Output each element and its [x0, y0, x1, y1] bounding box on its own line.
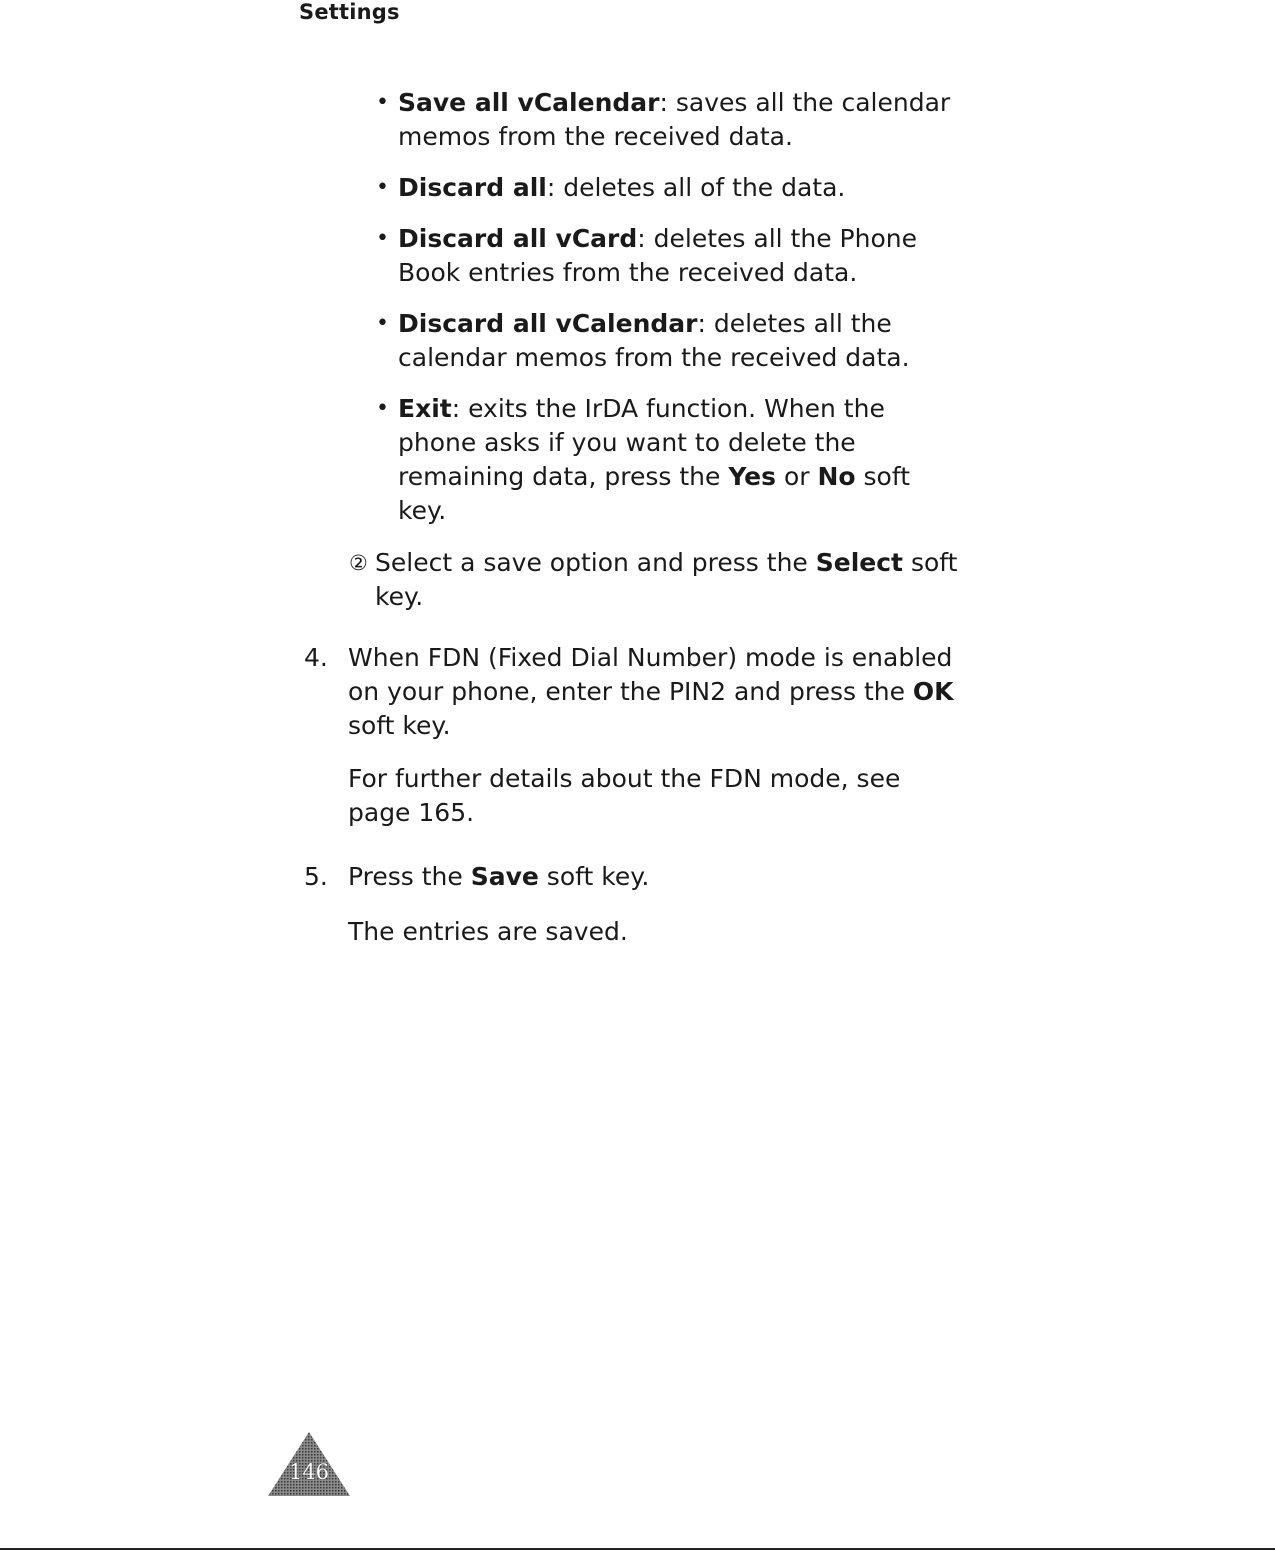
- step-item: 5. Press the Save soft key.: [348, 860, 988, 894]
- bullet-term: Exit: [398, 394, 452, 423]
- select-label: Select: [815, 548, 904, 577]
- substep-item: ② Select a save option and press the Select soft key.: [349, 548, 958, 611]
- step-note: For further details about the FDN mode, see page 165.: [348, 764, 901, 827]
- page-number: 146: [288, 1460, 330, 1484]
- bullet-icon: •: [376, 396, 389, 421]
- yes-label: Yes: [728, 462, 776, 491]
- page-badge: [266, 1430, 352, 1498]
- bullet-item: • Discard all vCard: deletes all the Phone Book entries from the received data.: [376, 224, 917, 287]
- circled-two-icon: ②: [349, 551, 368, 575]
- bullet-term: Save all vCalendar: [398, 88, 660, 117]
- step-number: 5.: [304, 862, 328, 891]
- bullet-item: • Discard all vCalendar: deletes all the calendar memos from the received data.: [376, 309, 910, 372]
- section-header: Settings: [299, 0, 400, 24]
- bullet-icon: •: [376, 90, 389, 115]
- bullet-item: • Exit: exits the IrDA function. When the phone asks if you want to delete the remaining data, press the Yes or No soft key.: [376, 394, 911, 525]
- no-label: No: [817, 462, 856, 491]
- bullet-text: saves all the calendar memos from the received data.: [398, 88, 951, 151]
- bullet-text: deletes all the Phone Book entries from the received data.: [398, 224, 917, 287]
- step-item: 4. When FDN (Fixed Dial Number) mode is enabled on your phone, enter the PIN2 and press the OK soft key.: [304, 643, 954, 740]
- bullet-item: • Discard all: deletes all of the data.: [398, 171, 988, 205]
- step-number: 4.: [304, 643, 328, 672]
- bullet-icon: •: [376, 311, 389, 336]
- page-bottom-rule: [0, 1548, 1275, 1550]
- bullet-term: Discard all vCard: [398, 224, 638, 253]
- bullet-item: • Save all vCalendar: saves all the calendar memos from the received data.: [376, 88, 951, 151]
- bullet-term: Discard all vCalendar: [398, 309, 698, 338]
- bullet-icon: •: [376, 175, 389, 200]
- bullet-text: deletes all the calendar memos from the received data.: [398, 309, 910, 372]
- bullet-text: deletes all of the data.: [563, 173, 846, 202]
- ok-label: OK: [912, 677, 954, 706]
- step-note: The entries are saved.: [348, 917, 628, 946]
- bullet-icon: •: [376, 226, 389, 251]
- save-label: Save: [470, 862, 539, 891]
- bullet-term: Discard all: [398, 173, 547, 202]
